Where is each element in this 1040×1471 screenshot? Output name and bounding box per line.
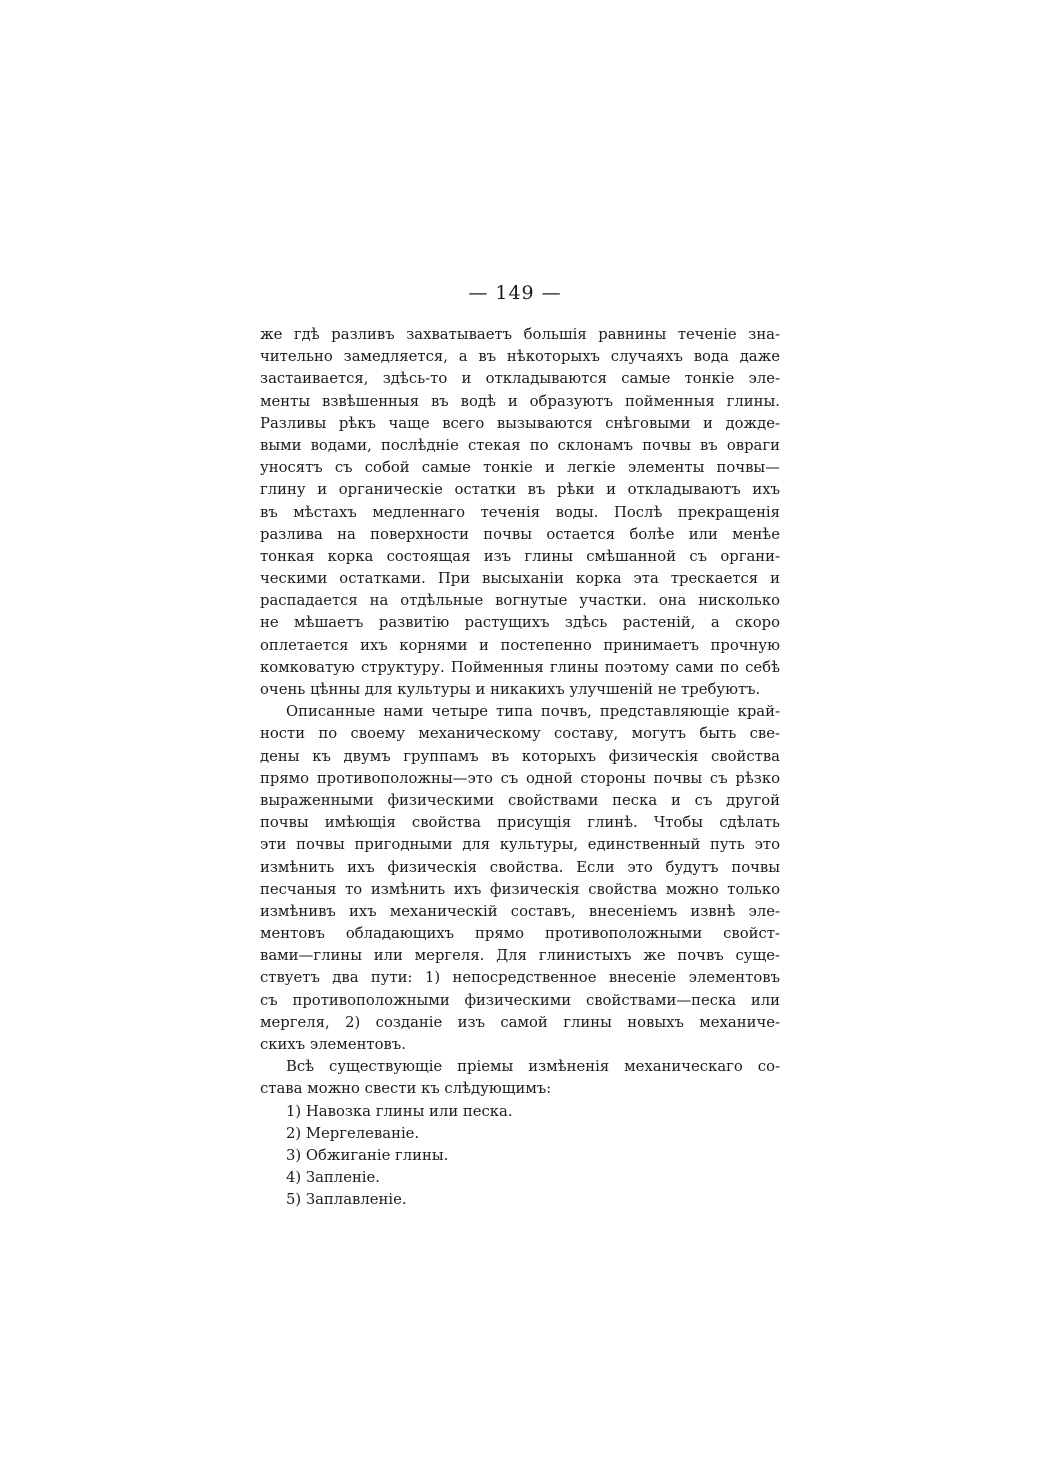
text-line: тонкая корка состоящая изъ глины смѣшанной съ органи- bbox=[260, 547, 780, 565]
paragraph-pojmennye-gliny bbox=[260, 324, 780, 701]
list-item: 3) Обжиганіе глины. bbox=[286, 1146, 449, 1164]
paragraph-methods-intro bbox=[260, 1056, 780, 1100]
text-line: измѣнивъ ихъ механическій составъ, внесеніемъ извнѣ эле- bbox=[260, 902, 780, 920]
text-line: же гдѣ разливъ захватываетъ большія равнины теченіе зна- bbox=[260, 326, 780, 343]
paragraph-soil-groups bbox=[260, 701, 780, 1056]
text-line: въ мѣстахъ медленнаго теченія воды. Послѣ прекращенія bbox=[260, 503, 780, 521]
text-line: выми водами, послѣдніе стекая по склонамъ почвы въ овраги bbox=[260, 436, 780, 454]
text-line: уносятъ съ собой самые тонкіе и легкіе элементы почвы— bbox=[260, 459, 780, 477]
text-line: ческими остатками. При высыханіи корка эта трескается и bbox=[260, 570, 780, 588]
text-line: вами—глины или мергеля. Для глинистыхъ же почвъ суще- bbox=[260, 947, 780, 965]
text-line: глину и органическіе остатки въ рѣки и откладываютъ ихъ bbox=[260, 481, 780, 499]
text-line: застаивается, здѣсь-то и откладываются самые тонкіе эле- bbox=[260, 370, 780, 388]
text-line: ментовъ обладающихъ прямо противоположными свойст- bbox=[260, 925, 780, 943]
text-line: Всѣ существующіе пріемы измѣненія механическаго со- bbox=[286, 1058, 780, 1076]
text-line: Описанные нами четыре типа почвъ, представляющіе край- bbox=[286, 703, 780, 721]
text-line: ствуетъ два пути: 1) непосредственное внесеніе элементовъ bbox=[260, 969, 780, 987]
text-line: измѣнить ихъ физическія свойства. Если это будутъ почвы bbox=[260, 858, 780, 876]
text-line: менты взвѣшенныя въ водѣ и образуютъ пойменныя глины. bbox=[260, 392, 780, 410]
text-line: выраженными физическими свойствами песка и съ другой bbox=[260, 791, 780, 809]
text-line: прямо противоположны—это съ одной стороны почвы съ рѣзко bbox=[260, 769, 780, 787]
text-line: дены къ двумъ группамъ въ которыхъ физическія свойства bbox=[260, 747, 780, 765]
text-line: комковатую структуру. Пойменныя глины поэтому сами по себѣ bbox=[260, 658, 780, 676]
text-line: не мѣшаетъ развитію растущихъ здѣсь растеній, а скоро bbox=[260, 614, 780, 632]
methods-list bbox=[260, 1101, 780, 1212]
text-line: скихъ элементовъ. bbox=[260, 1036, 406, 1053]
text-line: мергеля, 2) созданіе изъ самой глины новыхъ механиче- bbox=[260, 1013, 780, 1031]
text-line: ности по своему механическому составу, могутъ быть све- bbox=[260, 725, 780, 743]
text-line: става можно свести къ слѣдующимъ: bbox=[260, 1080, 552, 1098]
text-line: оплетается ихъ корнями и постепенно принимаетъ прочную bbox=[260, 636, 780, 654]
text-line: очень цѣнны для культуры и никакихъ улучшеній не требуютъ. bbox=[260, 681, 761, 698]
text-line: песчаныя то измѣнить ихъ физическія свойства можно только bbox=[260, 880, 780, 898]
list-item: 4) Запленіе. bbox=[286, 1169, 381, 1187]
text-line: съ противоположными физическими свойствами—песка или bbox=[260, 991, 780, 1009]
page-number: — 149 — bbox=[468, 282, 562, 304]
text-line: разлива на поверхности почвы остается болѣе или менѣе bbox=[260, 525, 780, 543]
list-item: 5) Заплавленіе. bbox=[286, 1191, 407, 1209]
text-line: эти почвы пригодными для культуры, единственный путь это bbox=[260, 836, 780, 854]
list-item: 2) Мергелеваніе. bbox=[286, 1124, 420, 1142]
text-line: чительно замедляется, а въ нѣкоторыхъ случаяхъ вода даже bbox=[260, 348, 780, 366]
text-line: Разливы рѣкъ чаще всего вызываются снѣговыми и дожде- bbox=[260, 414, 780, 432]
list-item: 1) Навозка глины или песка. bbox=[286, 1102, 513, 1120]
body-text bbox=[260, 324, 780, 1212]
text-line: почвы имѣющія свойства присущія глинѣ. Чтобы сдѣлать bbox=[260, 814, 780, 832]
text-line: распадается на отдѣльные вогнутые участки. она нисколько bbox=[260, 592, 780, 610]
